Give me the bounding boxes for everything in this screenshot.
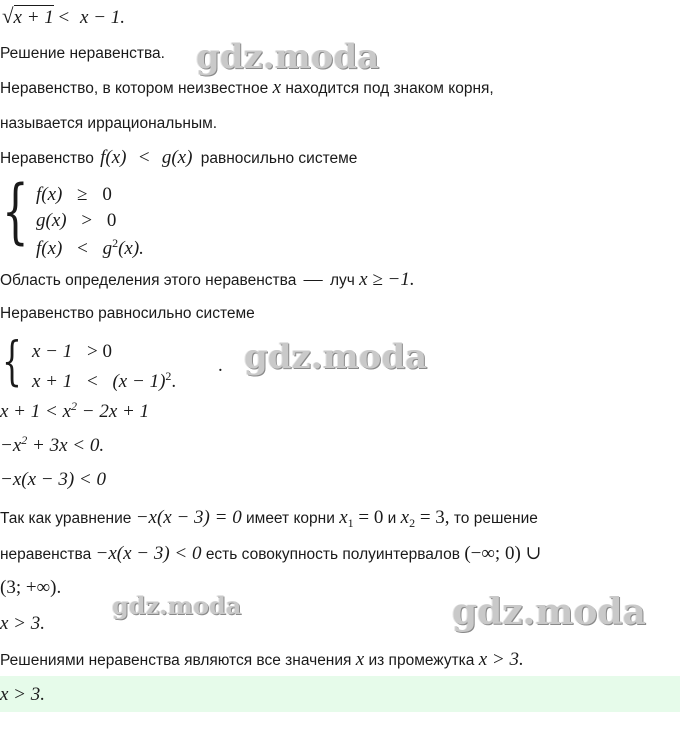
task-rhs: x − 1. bbox=[80, 7, 126, 28]
domain-line: Область определения этого неравенства — луч x ≥ −1. bbox=[0, 269, 415, 290]
solution-heading: Решение неравенства. bbox=[0, 45, 165, 62]
interval-2: (3; +∞). bbox=[0, 577, 62, 598]
watermark-1: gdz.moda bbox=[196, 37, 380, 77]
answer-value: x > 3. bbox=[0, 684, 46, 705]
watermark-4: gdz.moda bbox=[452, 591, 646, 633]
system1-row-1: f(x) ≥ 0 bbox=[36, 184, 112, 205]
equivalence-line: Неравенство f(x) < g(x) равносильно системе bbox=[0, 147, 358, 168]
sqrt-sign: √ bbox=[2, 4, 14, 28]
system2-row-2: $x + 1 < (x - 1)^2$. bbox=[32, 369, 177, 392]
system1-brace: { bbox=[2, 170, 29, 252]
step-3: −x(x − 3) < 0 bbox=[0, 469, 106, 490]
roots-line: Так как уравнение −x(x − 3) = 0 имеет корни $x_1 = 0$ и $x_2 = 3$, то решение bbox=[0, 507, 538, 530]
task-inequality bbox=[2, 6, 125, 27]
task-relation: < bbox=[58, 7, 70, 28]
system2-brace: { bbox=[2, 332, 22, 392]
solution-line: неравенства −x(x − 3) < 0 есть совокупность полуинтервалов (−∞; 0) ∪ bbox=[0, 543, 542, 564]
definition-line-2: называется иррациональным. bbox=[0, 115, 218, 132]
system2-row-1: x − 1 > 0 bbox=[32, 341, 112, 362]
equivalence-heading: Неравенство равносильно системе bbox=[0, 305, 255, 322]
definition-line-1: Неравенство, в котором неизвестное x находится под знаком корня, bbox=[0, 77, 494, 98]
system2-trailing-dot: . bbox=[218, 355, 223, 376]
watermark-2: gdz.moda bbox=[244, 337, 428, 377]
step-2: $-x^2 + 3x < 0$. bbox=[0, 433, 105, 456]
answer-box bbox=[0, 676, 680, 712]
system1-row-2: g(x) > 0 bbox=[36, 210, 117, 231]
result: x > 3. bbox=[0, 613, 46, 634]
watermark-3: gdz.moda bbox=[112, 591, 242, 620]
sqrt-argument: x + 1 bbox=[13, 7, 54, 28]
conclusion-line: Решениями неравенства являются все значения x из промежутка x > 3. bbox=[0, 649, 524, 670]
step-1: $x + 1 < x^2 - 2x + 1$ bbox=[0, 399, 150, 422]
system1-row-3: $f(x) < g^2(x)$. bbox=[36, 236, 144, 259]
